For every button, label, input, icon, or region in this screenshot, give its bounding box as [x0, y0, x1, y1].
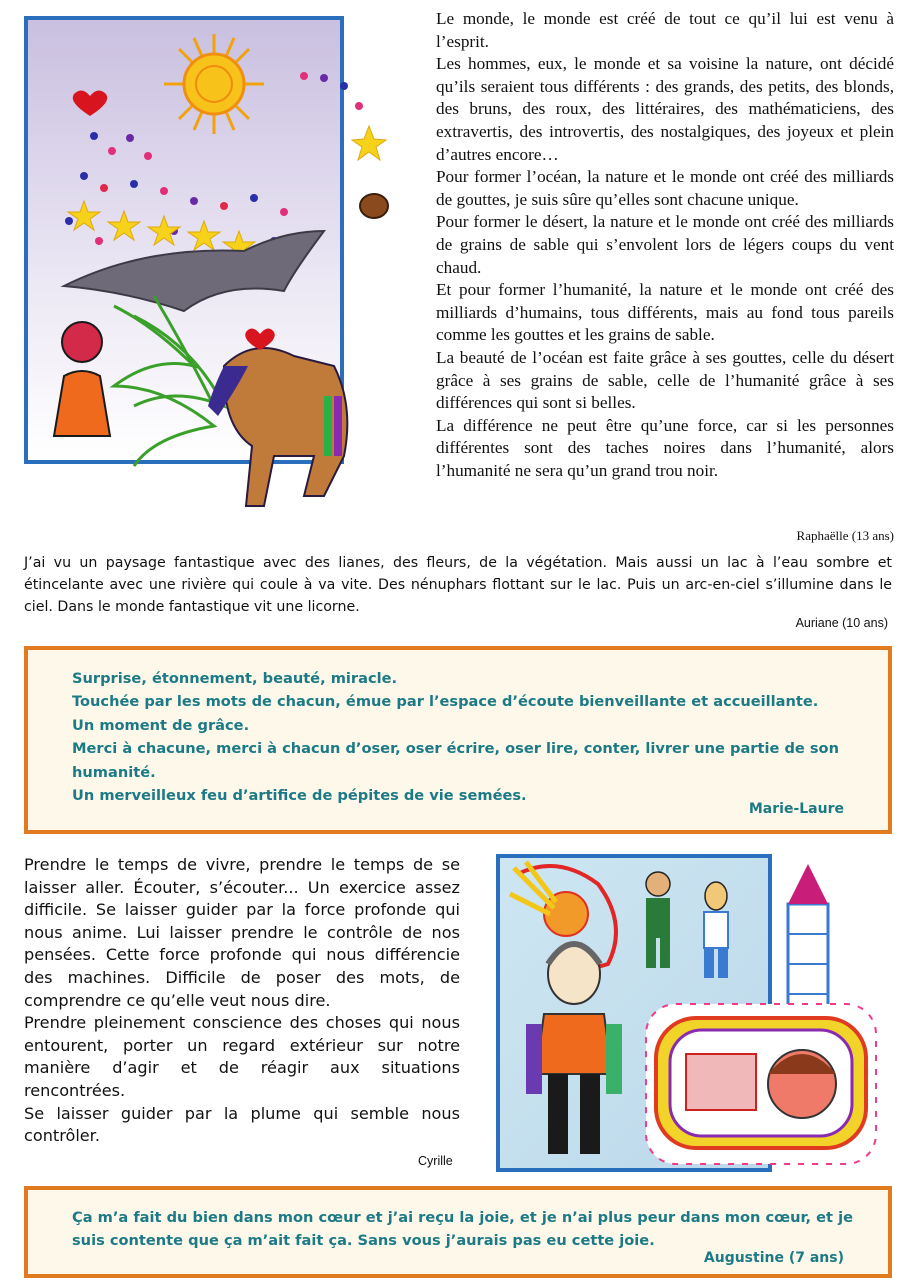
poem-line: Pour former l’océan, la nature et le monde ont créé des milliards de gouttes, je suis sûre qu’elles sont chacune unique. — [436, 167, 894, 209]
poem-text — [436, 8, 894, 482]
box-line: Un merveilleux feu d’artifice de pépites de vie semées. — [72, 787, 527, 805]
cyrille-paragraph: Se laisser guider par la plume qui semble nous contrôler. — [24, 1103, 460, 1146]
child-drawing-sun-horse — [24, 16, 398, 514]
poem-line: Les hommes, eux, le monde et sa voisine la nature, ont décidé qu’ils seraient tous différents : des grands, des petits, des blonds, des bruns, des roux, des littéraires, des mathématiciens, des extravertis, des introvertis, des nostalgiques, des joyeux et plein d’autres encore… — [436, 54, 894, 164]
augustine-text: Ça m’a fait du bien dans mon cœur et j’ai reçu la joie, et je n’ai plus peur dans mon cœur, et je suis contente que ça m’ait fait ça. Sans vous j’aurais pas eu cette joie. — [72, 1209, 853, 1249]
box-line: Touchée par les mots de chacun, émue par l’espace d’écoute bienveillante et accueillante. — [72, 693, 819, 711]
poem-signature: Raphaëlle (13 ans) — [796, 528, 894, 543]
marie-laure-text — [72, 667, 862, 807]
child-drawing-figures — [496, 854, 890, 1184]
box-line: Surprise, étonnement, beauté, miracle. — [72, 670, 398, 687]
cyrille-paragraph: Prendre pleinement conscience des choses qui nous entourent, porter un regard extérieur sur notre manière d’agir et de réagir aux situations rencontrées. — [24, 1013, 460, 1100]
marie-laure-signature: Marie-Laure — [748, 801, 844, 817]
auriane-signature: Auriane (10 ans) — [795, 616, 888, 630]
poem-line: Et pour former l’humanité, la nature et le monde ont créé des milliards d’humains, tous différents, mais au fond tous pareils comme les gouttes et les grains de sable. — [436, 280, 894, 345]
cyrille-paragraph: Prendre le temps de vivre, prendre le temps de se laisser aller. Écouter, s’écouter... Un exercice assez difficile. Se laisser guider par la force profonde qui nous anime. Lui laisser prendre le contrôle de nos pensées. Cette force profonde qui nous différencie des machines. Difficile de poser des mots, de comprendre ce qu’elle veut nous dire. — [24, 855, 460, 1010]
augustine-signature: Augustine (7 ans) — [703, 1250, 844, 1266]
poem-line: La différence ne peut être qu’une force, car si les personnes différentes sont des taches noires dans l’humanité, alors l’humanité ne sera qu’un grand trou noir. — [436, 415, 894, 480]
cyrille-signature: Cyrille — [418, 1154, 453, 1168]
cyrille-text — [24, 854, 460, 1148]
poem-line: Pour former le désert, la nature et le monde ont créé des milliards de grains de sable qui s’envolent lors de légers coups du vent chaud. — [436, 212, 894, 277]
poem-line: La beauté de l’océan est faite grâce à ses gouttes, celle du désert grâce à ses grains de sable, celle de l’humanité grâce à ses différences qui sont si belles. — [436, 347, 894, 413]
poem-line: Le monde, le monde est créé de tout ce qu’il lui est venu à l’esprit. — [436, 9, 894, 51]
box-line: Merci à chacune, merci à chacun d’oser, oser écrire, oser lire, conter, livrer une partie de son humanité. — [72, 740, 839, 781]
auriane-text: J’ai vu un paysage fantastique avec des lianes, des fleurs, de la végétation. Mais aussi un lac à l’eau sombre et étincelante avec une rivière qui coule à va vite. Des nénuphars flottant sur le lac. Puis un arc-en-ciel s’illumine dans le ciel. Dans le monde fantastique vit une licorne. — [24, 555, 892, 615]
box-line: Un moment de grâce. — [72, 716, 250, 734]
